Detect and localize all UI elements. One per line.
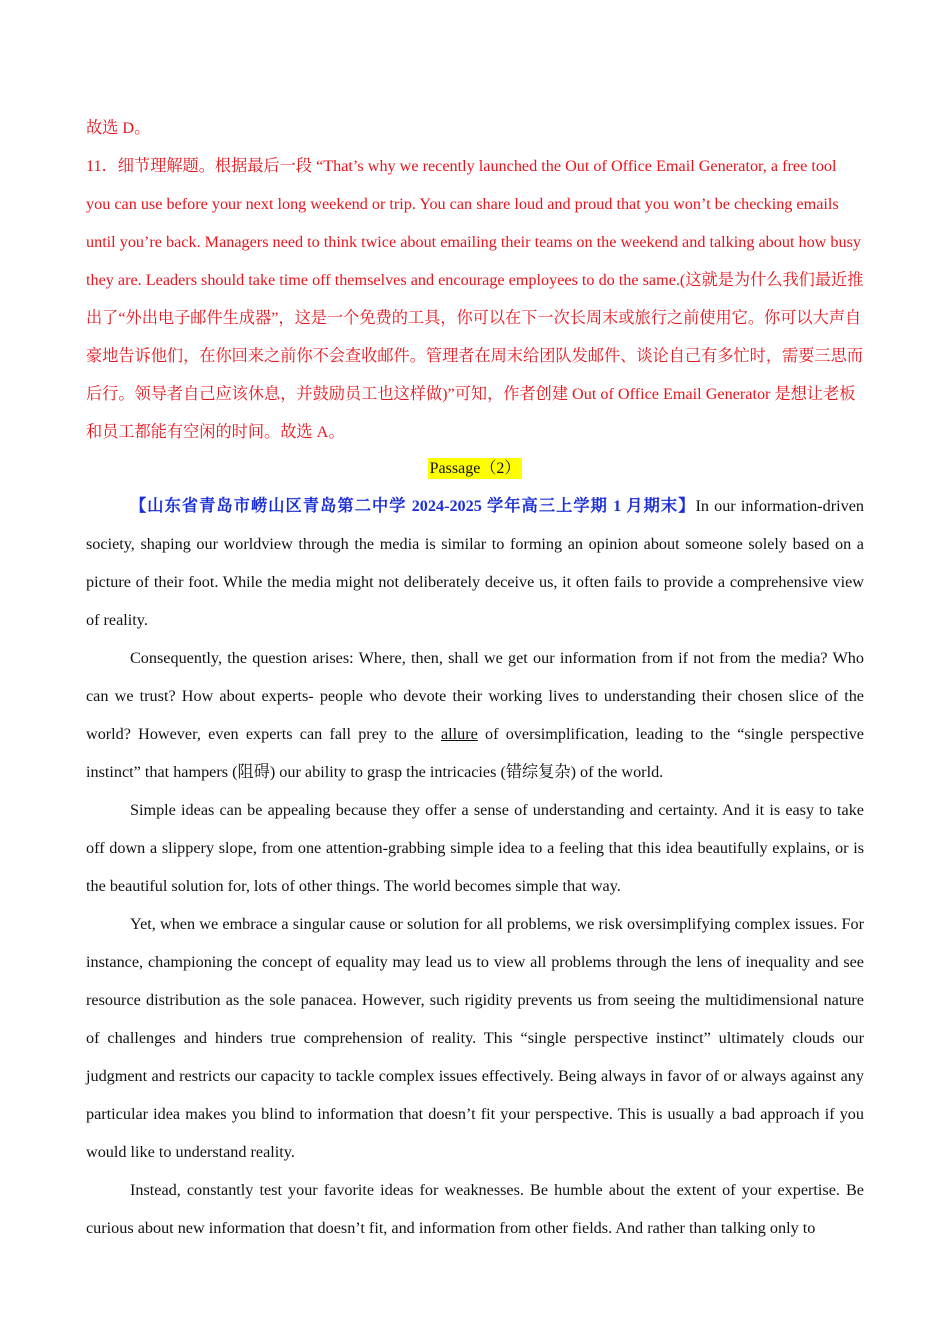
previous-answer-line: 故选 D。 <box>86 119 151 137</box>
answer-explanation <box>86 109 864 451</box>
document-page <box>86 109 864 1247</box>
underlined-word: allure <box>440 725 478 743</box>
passage-paragraph-4: Yet, when we embrace a singular cause or solution for all problems, we risk oversimplifying complex issues. For instance, championing the concept of equality may lead us to view all problems through the lens of inequality and see resource distribution as the sole panacea. However, such rigidity prevents us from seeing the multidimensional nature of challenges and hinders true comprehension of reality. This “single perspective instinct” ultimately clouds our judgment and restricts our capacity to tackle complex issues effectively. Being always in favor of or always against any particular idea makes you blind to information that doesn’t fit your perspective. This is usually a bad approach if you would like to understand reality. <box>86 915 864 1161</box>
question-11-explanation: 11．细节理解题。根据最后一段 “That’s why we recently launched the Out of Office Email Generator, a free tool you can use before your next long weekend or trip. You can share loud and proud that you won’t be checking emails until you’re back. Managers need to think twice about emailing their teams on the weekend and talking about how busy they are. Leaders should take time off themselves and encourage employees to do the same.(这就是为什么我们最近推出了“外出电子邮件生成器”，这是一个免费的工具，你可以在下一次长周末或旅行之前使用它。你可以大声自豪地告诉他们，在你回来之前你不会查收邮件。管理者在周末给团队发邮件、谈论自己有多忙时，需要三思而后行。领导者自己应该休息，并鼓励员工也这样做)”可知，作者创建 Out of Office Email Generator 是想让老板和员工都能有空闲的时间。故选 A。 <box>86 157 864 441</box>
passage-paragraph-3: Simple ideas can be appealing because they offer a sense of understanding and certainty. And it is easy to take off down a slippery slope, from one attention-grabbing simple idea to a feeling that this idea beautifully explains, or is the beautiful solution for, lots of other things. The world becomes simple that way. <box>86 801 864 895</box>
passage-source: 【山东省青岛市崂山区青岛第二中学 2024-2025 学年高三上学期 1 月期末】 <box>130 497 696 515</box>
paragraph-1-text: In our information-driven society, shaping our worldview through the media is similar to forming an opinion about someone solely based on a picture of their foot. While the media might not deliberately deceive us, it often fails to provide a comprehensive view of reality. <box>86 497 865 629</box>
passage-heading <box>86 450 864 487</box>
paragraph-2-text-after: of oversimplification, leading to the “single perspective instinct” that hampers (阻碍) our ability to grasp the intricacies (错综复杂) of the world. <box>86 725 864 781</box>
passage-paragraph-2 <box>86 639 864 791</box>
passage-title: Passage（2） <box>429 460 521 477</box>
passage-paragraph-5: Instead, constantly test your favorite ideas for weaknesses. Be humble about the extent of your expertise. Be curious about new information that doesn’t fit, and information from other fields. And rather than talking only to <box>86 1181 864 1237</box>
paragraph-2-text-before: Consequently, the question arises: Where, then, shall we get our information from if not from the media? Who can we trust? How about experts- people who devote their working lives to understanding their chosen slice of the world? However, even experts can fall prey to the <box>86 649 864 743</box>
passage-paragraph-1 <box>86 487 864 639</box>
